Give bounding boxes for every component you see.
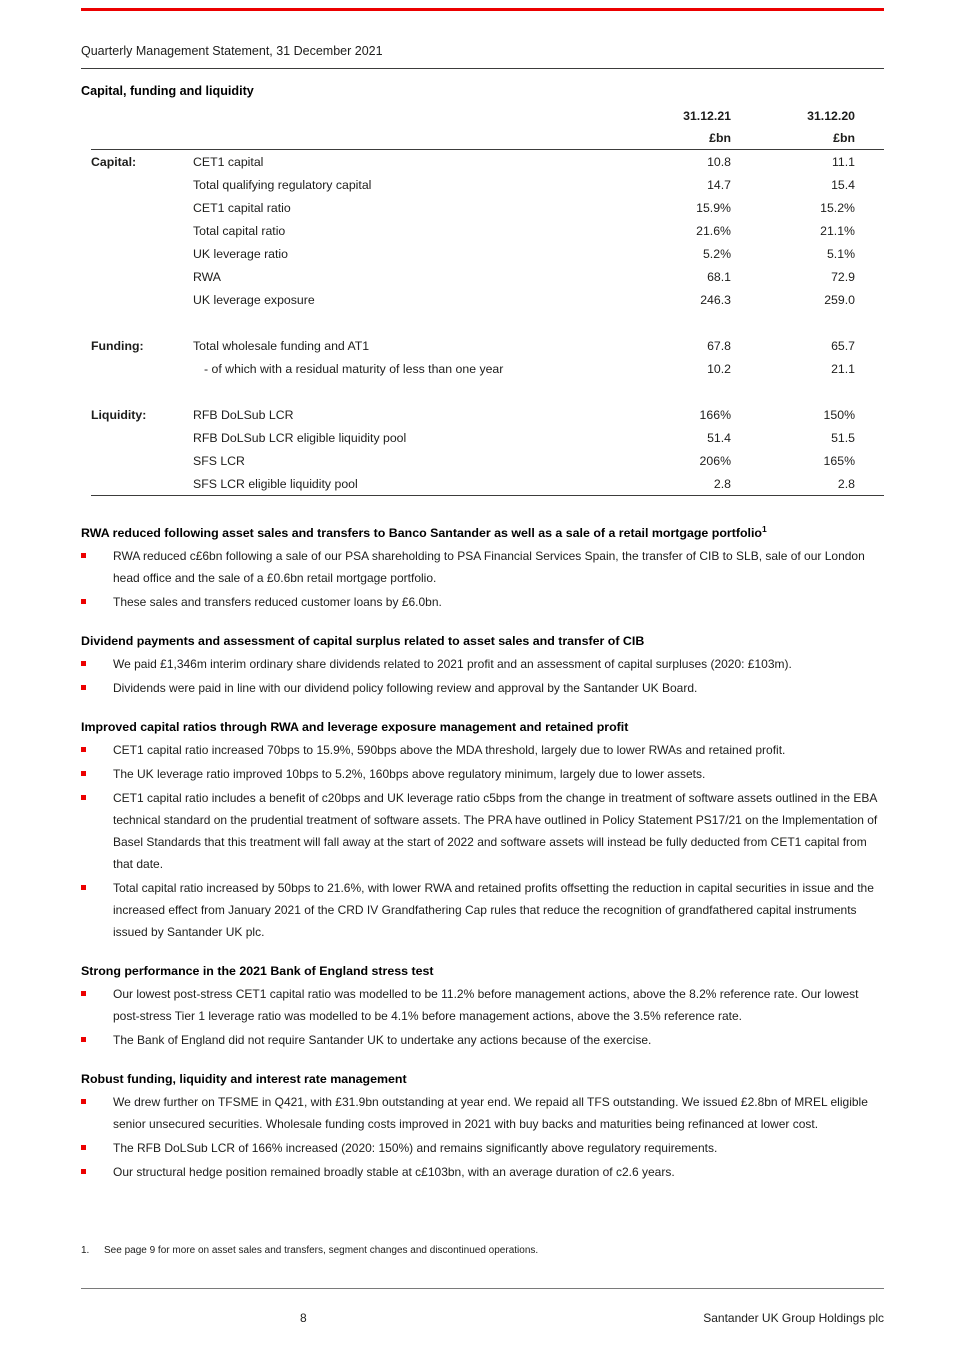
bullet-item (81, 591, 884, 613)
row-item-label: RFB DoLSub LCR eligible liquidity pool (193, 430, 407, 445)
row-item-label: Total wholesale funding and AT1 (193, 338, 370, 353)
row-item-label: Total qualifying regulatory capital (193, 177, 372, 192)
row-value-2021: 2.8 (713, 476, 731, 491)
section-dividend-payments (81, 631, 884, 699)
table-row (91, 196, 884, 219)
row-value-2020: 11.1 (831, 154, 855, 169)
bullet-item (81, 1091, 884, 1135)
footnote-number: 1. (81, 1245, 90, 1256)
section-rwa-reduction (81, 519, 884, 613)
row-item-label: - of which with a residual maturity of less than one year (204, 361, 504, 376)
row-group-label: Funding: (91, 338, 144, 353)
bullet-item (81, 1029, 884, 1051)
section-robust-funding (81, 1069, 884, 1183)
row-value-2021: 166% (699, 407, 731, 422)
page-section-title: Capital, funding and liquidity (81, 84, 254, 98)
bullet-marker-icon (81, 1169, 86, 1174)
table-row (91, 357, 884, 380)
row-value-2021: 68.1 (707, 269, 731, 284)
table-row (91, 288, 884, 311)
row-value-2020: 2.8 (837, 476, 855, 491)
bullet-marker-icon (81, 771, 86, 776)
row-item-label: Total capital ratio (193, 223, 286, 238)
row-item-label: UK leverage ratio (193, 246, 289, 261)
section-heading: Dividend payments and assessment of capital surplus related to asset sales and transfer of CIB (81, 634, 645, 649)
row-value-2021: 51.4 (707, 430, 731, 445)
row-group-label: Liquidity: (91, 407, 147, 422)
bullet-text: The RFB DoLSub LCR of 166% increased (2020: 150%) and remains significantly above regulatory requirements. (113, 1141, 718, 1156)
row-value-2020: 21.1% (820, 223, 855, 238)
bullet-text: RWA reduced c£6bn following a sale of our PSA shareholding to PSA Financial Services Spain, the transfer of CIB to SLB, sale of our London head office and the sale of a £0.6bn retail mortgage portfolio. (113, 549, 865, 586)
bullet-text: Total capital ratio increased by 50bps to 21.6%, with lower RWA and retained profits offsetting the reduction in capital securities in issue and the increased effect from January 2021 of the CRD IV Grandfathering Cap rules that reduce the recognition of grandfathered capital instruments issued by Santander UK plc. (113, 881, 874, 940)
footer-divider (81, 1288, 884, 1289)
footnote (81, 1244, 884, 1257)
bullet-item (81, 877, 884, 943)
units-label: £bn (833, 131, 855, 145)
bullet-item (81, 677, 884, 699)
row-value-2020: 15.4 (831, 177, 855, 192)
table-row (91, 334, 884, 357)
bullet-item (81, 653, 884, 675)
row-value-2021: 15.9% (696, 200, 731, 215)
row-value-2020: 51.5 (831, 430, 855, 445)
units-label: £bn (709, 131, 731, 145)
table-units-row (91, 127, 884, 150)
section-heading: Improved capital ratios through RWA and leverage exposure management and retained profit (81, 720, 629, 735)
row-item-label: CET1 capital ratio (193, 200, 291, 215)
bullet-marker-icon (81, 1099, 86, 1104)
row-item-label: CET1 capital (193, 154, 264, 169)
row-value-2020: 72.9 (831, 269, 855, 284)
section-heading: Robust funding, liquidity and interest rate management (81, 1072, 407, 1087)
column-header-current-period: 31.12.21 (683, 108, 731, 123)
bullet-text: Dividends were paid in line with our dividend policy following review and approval by the Santander UK Board. (113, 681, 698, 696)
bullet-item (81, 983, 884, 1027)
footnote-reference: 1 (761, 524, 767, 534)
bullet-item (81, 739, 884, 761)
bullet-marker-icon (81, 685, 86, 690)
row-value-2021: 10.2 (707, 361, 731, 376)
footnote-text: See page 9 for more on asset sales and transfers, segment changes and discontinued operations. (104, 1245, 539, 1256)
table-row (91, 242, 884, 265)
bullet-marker-icon (81, 1145, 86, 1150)
page-number: 8 (300, 1311, 307, 1325)
bullet-marker-icon (81, 885, 86, 890)
bullet-text: We drew further on TFSME in Q421, with £31.9bn outstanding at year end. We repaid all TFS outstanding. We issued £2.8bn of MREL eligible senior unsecured securities. Wholesale funding costs improved in 2021 with buy backs and maturities being refinanced at lower cost. (113, 1095, 868, 1132)
table-row (91, 449, 884, 472)
bullet-text: The UK leverage ratio improved 10bps to 5.2%, 160bps above regulatory minimum, largely due to lower assets. (113, 767, 706, 782)
brand-top-rule (81, 8, 884, 11)
table-column-header-row (91, 104, 884, 127)
row-group-label: Capital: (91, 154, 137, 169)
table-group-spacer (91, 311, 884, 334)
document-title: Quarterly Management Statement, 31 December 2021 (81, 44, 383, 58)
bullet-marker-icon (81, 747, 86, 752)
section-heading (81, 519, 884, 544)
bullet-marker-icon (81, 795, 86, 800)
row-item-label: UK leverage exposure (193, 292, 315, 307)
section-heading-text: RWA reduced following asset sales and transfers to Banco Santander as well as a sale of a retail mortgage portfolio (81, 526, 762, 541)
capital-funding-liquidity-table (91, 104, 884, 496)
row-value-2021: 14.7 (707, 177, 731, 192)
page-footer (81, 1311, 884, 1325)
row-item-label: RWA (193, 269, 222, 284)
table-row (91, 173, 884, 196)
bullet-item (81, 787, 884, 875)
section-heading: Strong performance in the 2021 Bank of England stress test (81, 964, 434, 979)
bullet-text: We paid £1,346m interim ordinary share dividends related to 2021 profit and an assessment of capital surpluses (2020: £103m). (113, 657, 792, 672)
row-value-2020: 259.0 (824, 292, 855, 307)
row-value-2020: 65.7 (831, 338, 855, 353)
footer-company-name: Santander UK Group Holdings plc (703, 1311, 884, 1325)
bullet-marker-icon (81, 599, 86, 604)
row-item-label: SFS LCR eligible liquidity pool (193, 476, 358, 491)
bullet-text: Our structural hedge position remained broadly stable at c£103bn, with an average duration of c2.6 years. (113, 1165, 675, 1180)
row-value-2020: 15.2% (820, 200, 855, 215)
section-improved-capital-ratios (81, 717, 884, 943)
bullet-text: The Bank of England did not require Santander UK to undertake any actions because of the exercise. (113, 1033, 652, 1048)
row-value-2021: 67.8 (707, 338, 731, 353)
row-value-2021: 21.6% (696, 223, 731, 238)
bullet-marker-icon (81, 661, 86, 666)
row-value-2021: 246.3 (700, 292, 731, 307)
table-row (91, 150, 884, 173)
bullet-text: These sales and transfers reduced customer loans by £6.0bn. (113, 595, 442, 610)
row-item-label: RFB DoLSub LCR (193, 407, 294, 422)
row-value-2020: 165% (823, 453, 855, 468)
bullet-item (81, 1137, 884, 1159)
row-value-2021: 206% (699, 453, 731, 468)
narrative-sections (81, 519, 884, 1185)
document-header (81, 44, 884, 69)
bullet-text: Our lowest post-stress CET1 capital ratio was modelled to be 11.2% before management actions, above the 8.2% reference rate. Our lowest post-stress Tier 1 leverage ratio was modelled to be 4.1% before management actions, above the 3.5% reference rate. (113, 987, 859, 1024)
bullet-item (81, 1161, 884, 1183)
bullet-marker-icon (81, 553, 86, 558)
bullet-marker-icon (81, 991, 86, 996)
row-value-2020: 5.1% (826, 246, 855, 261)
row-value-2021: 5.2% (702, 246, 731, 261)
section-stress-test (81, 961, 884, 1051)
table-row (91, 265, 884, 288)
row-value-2021: 10.8 (707, 154, 731, 169)
row-value-2020: 150% (823, 407, 855, 422)
row-value-2020: 21.1 (831, 361, 855, 376)
bullet-item (81, 763, 884, 785)
bullet-item (81, 545, 884, 589)
table-row (91, 219, 884, 242)
bullet-text: CET1 capital ratio includes a benefit of c20bps and UK leverage ratio c5bps from the change in treatment of software assets outlined in the EBA technical standard on the prudential treatment of software assets. The PRA have outlined in Policy Statement PS17/21 on the Implementation of Basel Standards that this treatment will fall away at the start of 2022 and software assets will instead be fully deducted from CET1 capital from that date. (113, 791, 878, 872)
table-row (91, 403, 884, 426)
column-header-prior-period: 31.12.20 (807, 108, 855, 123)
table-group-spacer (91, 380, 884, 403)
bullet-marker-icon (81, 1037, 86, 1042)
table-row (91, 426, 884, 449)
row-item-label: SFS LCR (193, 453, 245, 468)
table-row (91, 472, 884, 495)
bullet-text: CET1 capital ratio increased 70bps to 15.9%, 590bps above the MDA threshold, largely due to lower RWAs and retained profit. (113, 743, 786, 758)
